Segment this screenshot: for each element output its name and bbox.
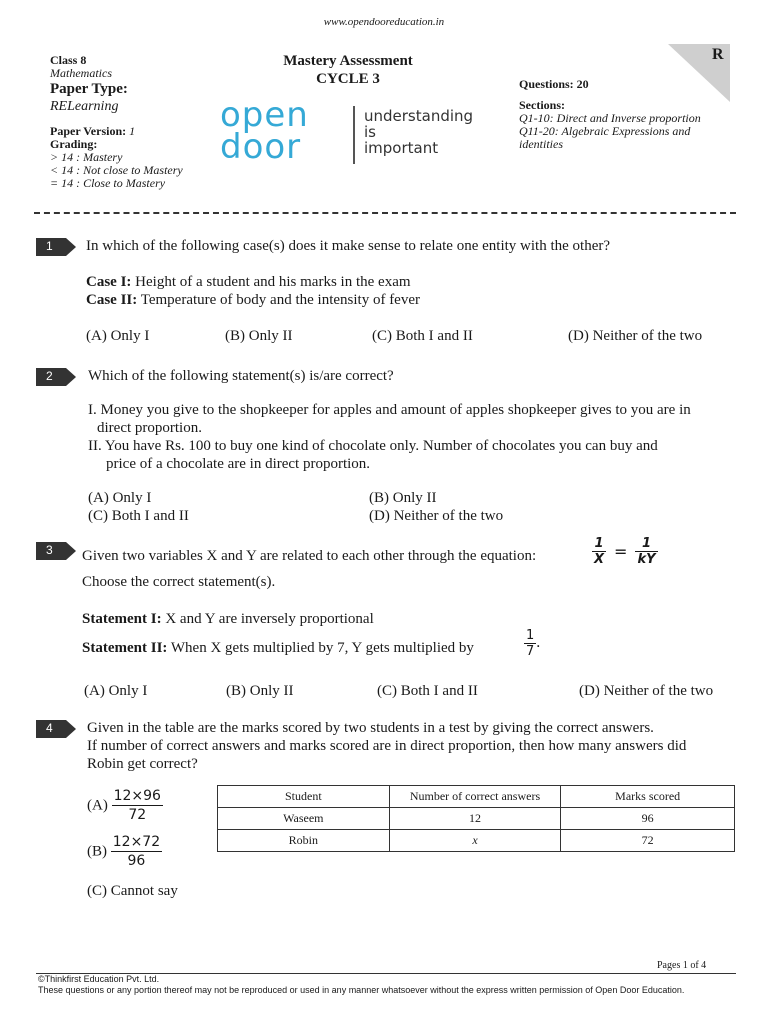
option-b[interactable]: (B) Only II — [226, 683, 294, 699]
logo-divider — [353, 106, 355, 164]
question-text: Given in the table are the marks scored by two students in a test by giving the correct answers. If number of correct answers and marks scored are in direct proportion, then how many answers did Robin get correct? — [87, 720, 687, 772]
question-number-tag: 2 — [36, 368, 76, 386]
paper-type-value: RELearning — [50, 99, 119, 114]
statement-1-cont: direct proportion. — [97, 420, 202, 436]
equation — [592, 536, 658, 567]
question-subtext: Choose the correct statement(s). — [82, 574, 276, 590]
option-a[interactable]: (A) Only I — [84, 683, 148, 699]
title-line-1: Mastery Assessment — [283, 53, 413, 69]
section-item: Q1-10: Direct and Inverse proportion — [519, 111, 701, 125]
copyright: ©Thinkfirst Education Pvt. Ltd. — [38, 974, 160, 984]
option-d[interactable]: (D) Neither of the two — [369, 508, 504, 524]
assessment-title — [250, 52, 446, 88]
option-d[interactable]: (D) Neither of the two — [568, 328, 703, 344]
table-row — [218, 808, 735, 830]
page-number: Pages 1 of 4 — [657, 960, 707, 971]
table-cell: 96 — [561, 808, 735, 830]
table-cell: 12 — [389, 808, 561, 830]
logo-tagline: understanding is important — [364, 107, 474, 157]
option-d[interactable]: (D) Neither of the two — [579, 683, 714, 699]
option-c[interactable]: (C) Cannot say — [87, 883, 178, 899]
logo-door-text: door — [220, 127, 302, 167]
question-number-tag: 1 — [36, 238, 76, 256]
statement-2-cont: price of a chocolate are in direct proportion. — [106, 456, 371, 472]
question-number-tag: 4 — [36, 720, 76, 738]
questions-count: Questions: 20 — [519, 77, 589, 91]
statement-2: II. You have Rs. 100 to buy one kind of chocolate only. Number of chocolates you can buy and — [88, 438, 658, 454]
section-item: identities — [519, 137, 563, 151]
option-a[interactable]: (A) Only I — [88, 490, 152, 506]
table-cell: 72 — [561, 830, 735, 852]
option-a[interactable]: (A) Only I — [86, 328, 150, 344]
paper-version: Paper Version: 1 — [50, 124, 136, 138]
option-c[interactable]: (C) Both I and II — [377, 683, 478, 699]
title-line-2: CYCLE 3 — [316, 71, 380, 87]
table-header: Number of correct answers — [389, 786, 561, 808]
case-2: Case II: Temperature of body and the intensity of fever — [86, 292, 420, 308]
logo-open-text: open — [220, 95, 309, 135]
subject-label: Mathematics — [50, 66, 112, 80]
option-c[interactable]: (C) Both I and II — [372, 328, 473, 344]
question-number-tag: 3 — [36, 542, 76, 560]
footer-text — [38, 974, 684, 996]
header-divider — [34, 212, 736, 214]
statement-2-fraction: $\frac{1}{7}$ . — [526, 628, 541, 659]
table-header: Marks scored — [561, 786, 735, 808]
question-text: Which of the following statement(s) is/are correct? — [88, 368, 394, 384]
question-text: In which of the following case(s) does it make sense to relate one entity with the other? — [86, 238, 611, 254]
table-cell: Waseem — [218, 808, 390, 830]
paper-info — [50, 54, 183, 190]
grading-item: > 14 : Mastery — [50, 150, 123, 164]
option-b[interactable]: (B) $\frac{12\times 72}{96}$ — [87, 834, 161, 869]
sections-label: Sections: — [519, 98, 565, 112]
grading-item: = 14 : Close to Mastery — [50, 176, 166, 190]
table-cell: x — [389, 830, 561, 852]
case-1: Case I: Height of a student and his marks in the exam — [86, 274, 411, 290]
option-b[interactable]: (B) Only II — [369, 490, 437, 506]
paper-type-label: Paper Type: — [50, 81, 128, 97]
equals-sign: = — [614, 542, 628, 561]
statement-1: Statement I: X and Y are inversely proportional — [82, 611, 374, 627]
open-door-logo — [220, 95, 480, 170]
table-cell: Robin — [218, 830, 390, 852]
table-header-row — [218, 786, 735, 808]
option-c[interactable]: (C) Both I and II — [88, 508, 189, 524]
statement-1: I. Money you give to the shopkeeper for apples and amount of apples shopkeeper gives to you are in — [88, 402, 691, 418]
site-url: www.opendooreducation.in — [323, 16, 445, 28]
statement-2: Statement II: When X gets multiplied by 7, Y gets multiplied by — [82, 640, 474, 656]
section-item: Q11-20: Algebraic Expressions and — [519, 124, 691, 138]
legal-notice: These questions or any portion thereof may not be reproduced or used in any manner whatsoever without the express written permission of Open Door Education. — [38, 985, 685, 995]
paper-set-letter: R — [712, 46, 724, 63]
grading-label: Grading: — [50, 137, 98, 151]
question-text: Given two variables X and Y are related to each other through the equation: — [82, 548, 537, 564]
equation-rhs: $\frac{1}{kY}$ — [637, 536, 656, 567]
class-label: Class 8 — [50, 53, 87, 67]
grading-item: < 14 : Not close to Mastery — [50, 163, 183, 177]
table-header: Student — [218, 786, 390, 808]
option-b[interactable]: (B) Only II — [225, 328, 293, 344]
table-row — [218, 830, 735, 852]
option-a[interactable]: (A) $\frac{12\times 96}{72}$ — [87, 788, 161, 823]
marks-table — [217, 785, 735, 852]
equation-lhs: $\frac{1}{X}$ — [594, 536, 605, 567]
